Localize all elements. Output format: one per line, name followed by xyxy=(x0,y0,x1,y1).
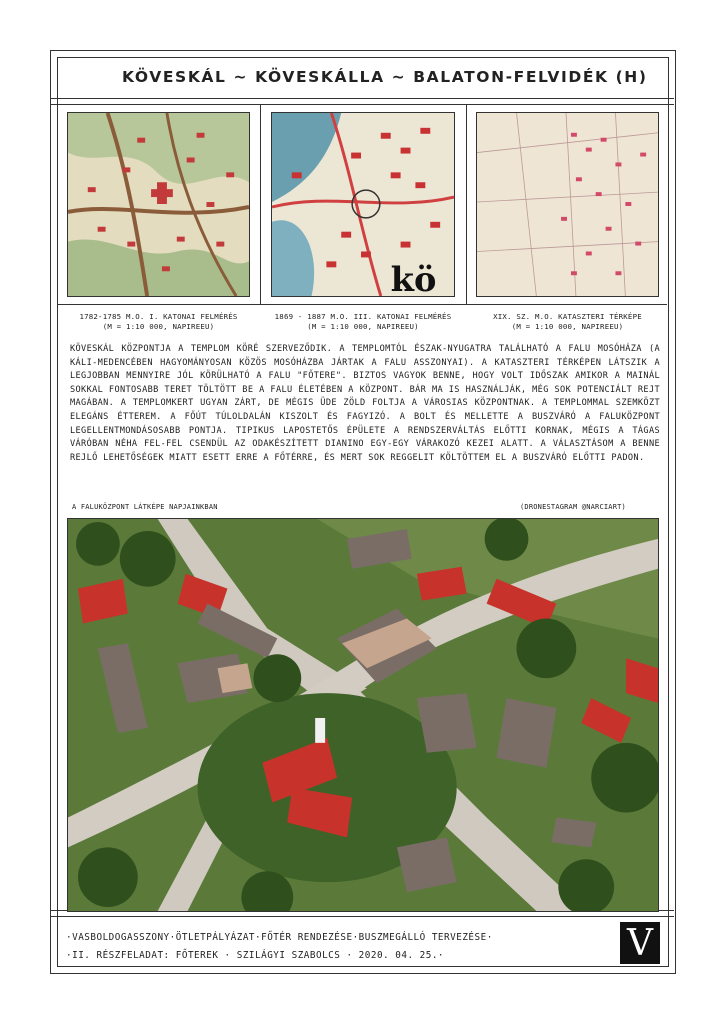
title-divider xyxy=(50,98,674,99)
photo-label: A FALUKÖZPONT LÁTKÉPE NAPJAINKBAN xyxy=(72,503,218,511)
map-divider-2 xyxy=(466,104,467,304)
footer-line-1: ·VASBOLDOGASSZONY·ÖTLETPÁLYÁZAT·FŐTÉR RENDEZÉSE·BUSZMEGÁLLÓ TERVEZÉSE· xyxy=(66,932,493,943)
aerial-photo xyxy=(67,518,659,912)
map-1-caption: 1782-1785 M.O. I. KATONAI FELMÉRÉS (M = 1:10 000, NAPIREEU) xyxy=(79,312,238,331)
footer-line-2: ·II. RÉSZFELADAT: FŐTEREK · SZILÁGYI SZABOLCS · 2020. 04. 25.· xyxy=(66,950,445,961)
map-3-caption: XIX. SZ. M.O. KATASZTERI TÉRKÉPE (M = 1:10 000, NAPIREEU) xyxy=(493,312,642,331)
map-bottom-divider xyxy=(57,304,667,305)
page-title: KÖVESKÁL ~ KÖVESKÁLLA ~ BALATON-FELVIDÉK (H) xyxy=(122,68,648,86)
historic-map-2 xyxy=(271,112,455,297)
svg-text:kö: kö xyxy=(390,259,437,296)
title-divider-2 xyxy=(50,104,674,105)
historic-map-3 xyxy=(476,112,659,297)
map-2-caption: 1869 - 1887 M.O. III. KATONAI FELMÉRÉS (M = 1:10 000, NAPIREEU) xyxy=(274,312,452,331)
historic-map-1 xyxy=(67,112,250,297)
v-logo: V xyxy=(620,922,660,964)
map-divider-1 xyxy=(260,104,261,304)
description-text: KÖVESKÁL KÖZPONTJA A TEMPLOM KÖRÉ SZERVEZŐDIK. A TEMPLOMTÓL ÉSZAK-NYUGATRA TALÁLHATÓ A FALU MOSÓHÁZA (A KÁLI-MEDENCÉBEN HAGYOMÁNYOSAN KÖZÖS MOSÓHÁZBA JÁRTAK A FALU ASSZONYAI). A KATASZTERI TÉRKÉPEN LÁTSZIK A LEGJOBBAN MENNYIRE JÓL KÖRÜLHATÓ A FALU "FŐTERE". BIZTOS VAGYOK BENNE, HOGY VOLT IDŐSZAK AMIKOR A MAINÁL SOKKAL FONTOSABB TERET TÖLTÖTT BE A FALU ÉLETÉBEN A KÖZPONT. BÁR MA IS HASZNÁLJÁK, MÉG SOK POTENCIÁLT REJT MAGÁBAN. A TEMPLOMKERT UGYAN ZÁRT, DE MÉGIS ÜDE ZÖLD FOLTJA A VÁROSIAS KÖZPONTNAK. A TEMPLOMMAL SZEMKÖZT ELEGÁNS ÉTTEREM. A FŐÚT TÚLOLDALÁN KISZOLT ÉS FAGYIZÓ. A BOLT ÉS MELLETTE A BUSZVÁRÓ A FALUKÖZPONT LEGELLENTMONDÁSOSABB PONTJA. TIPIKUS LAPOSTETŐS ÉPÜLETE A RENDSZERVÁLTÁS ELŐTTI KORNAK, MÉGIS A TÁGAS VÁRÓBAN NÉHA FEL-FEL CSENDÜL AZ ODAKÉSZÍTETT DIANINO EGY-EGY VÁRAKOZÓ KEZEI ALATT. A VÁLASZTÁSOM A BENNE REJLŐ LEHETŐSÉGEK MIATT ESETT ERRE A FŐTÉRRE, ÉS MERT SOK REGGELIT KÖLTÖTTEM EL A BUSZVÁRÓ ELŐTTI PADON. xyxy=(70,344,660,463)
photo-credit: (DRONESTAGRAM @NARCIART) xyxy=(520,503,626,511)
footer-divider-2 xyxy=(50,916,674,917)
